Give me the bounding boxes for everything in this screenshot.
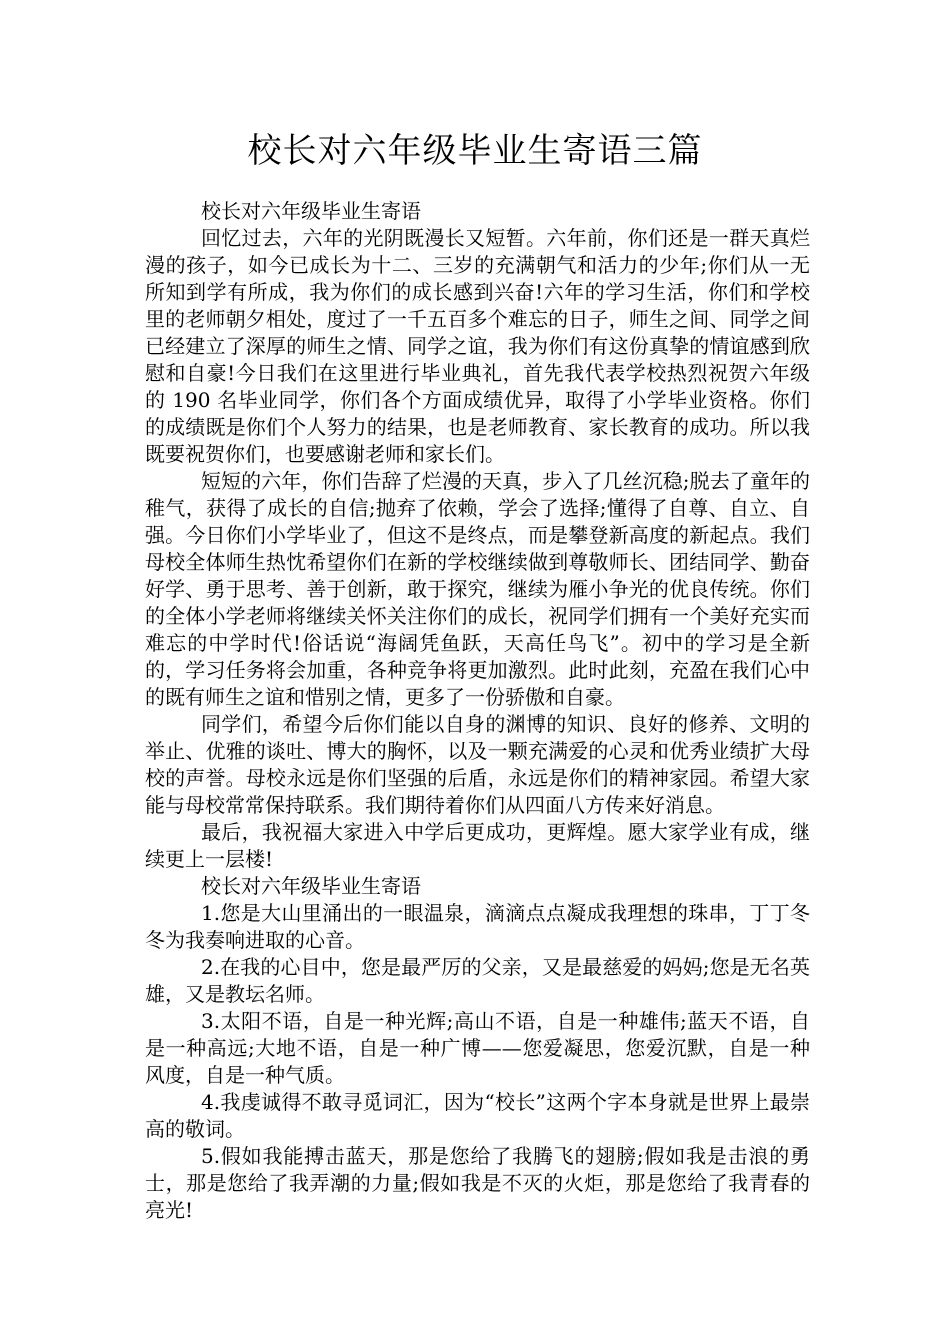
paragraph-hopes: 同学们，希望今后你们能以自身的渊博的知识、良好的修养、文明的举止、优雅的谈吐、博大的胸怀，以及一颗充满爱的心灵和优秀业绩扩大母校的声誉。母校永远是你们坚强的后盾，永远是你们的精神家园。希望大家能与母校常常保持联系。我们期待着你们从四面八方传来好消息。 bbox=[145, 712, 810, 817]
document-title: 校长对六年级毕业生寄语三篇 bbox=[247, 131, 703, 171]
paragraph-memories: 回忆过去，六年的光阴既漫长又短暂。六年前，你们还是一群天真烂漫的孩子，如今已成长为十二、三岁的充满朝气和活力的少年;你们从一无所知到学有所成，我为你们的成长感到兴奋!六年的学习生活，你们和学校里的老师朝夕相处，度过了一千五百多个难忘的日子，师生之间、同学之间已经建立了深厚的师生之情、同学之谊，我为你们有这份真挚的情谊感到欣慰和自豪!今日我们在这里进行毕业典礼，首先我代表学校热烈祝贺六年级的 190 名毕业同学，你们各个方面成绩优异，取得了小学毕业资格。你们的成绩既是你们个人努力的结果，也是老师教育、家长教育的成功。所以我既要祝贺你们，也要感谢老师和家长们。 bbox=[145, 226, 810, 466]
paragraph-blessing: 最后，我祝福大家进入中学后更成功，更辉煌。愿大家学业有成，继续更上一层楼! bbox=[145, 820, 810, 871]
list-item-3: 3.太阳不语，自是一种光辉;高山不语，自是一种雄伟;蓝天不语，自是一种高远;大地不语，自是一种广博——您爱凝思，您爱沉默，自是一种风度，自是一种气质。 bbox=[145, 1009, 810, 1087]
list-item-1: 1.您是大山里涌出的一眼温泉，滴滴点点凝成我理想的珠串，丁丁冬冬为我奏响进取的心音。 bbox=[145, 901, 810, 952]
paragraph-six-years: 短短的六年，你们告辞了烂漫的天真，步入了几丝沉稳;脱去了童年的稚气，获得了成长的自信;抛弃了依赖，学会了选择;懂得了自尊、自立、自强。今日你们小学毕业了，但这不是终点，而是攀登新高度的新起点。我们母校全体师生热忱希望你们在新的学校继续做到尊敬师长、团结同学、勤奋好学、勇于思考、善于创新，敢于探究，继续为雁小争光的优良传统。你们的全体小学老师将继续关怀关注你们的成长，祝同学们拥有一个美好充实而难忘的中学时代!俗话说“海阔凭鱼跃，天高任鸟飞”。初中的学习是全新的，学习任务将会加重，各种竞争将更加激烈。此时此刻，充盈在我们心中的既有师生之谊和惜别之情，更多了一份骄傲和自豪。 bbox=[145, 469, 810, 709]
list-item-5: 5.假如我能搏击蓝天，那是您给了我腾飞的翅膀;假如我是击浪的勇士，那是您给了我弄潮的力量;假如我是不灭的火炬，那是您给了我青春的亮光! bbox=[145, 1144, 810, 1222]
list-item-2: 2.在我的心目中，您是最严厉的父亲，又是最慈爱的妈妈;您是无名英雄，又是教坛名师。 bbox=[145, 955, 810, 1006]
section-heading-1: 校长对六年级毕业生寄语 bbox=[201, 199, 421, 223]
document-body bbox=[145, 198, 810, 1224]
list-item-4: 4.我虔诚得不敢寻觅词汇，因为“校长”这两个字本身就是世界上最崇高的敬词。 bbox=[145, 1090, 810, 1141]
section-heading-2: 校长对六年级毕业生寄语 bbox=[201, 874, 421, 898]
